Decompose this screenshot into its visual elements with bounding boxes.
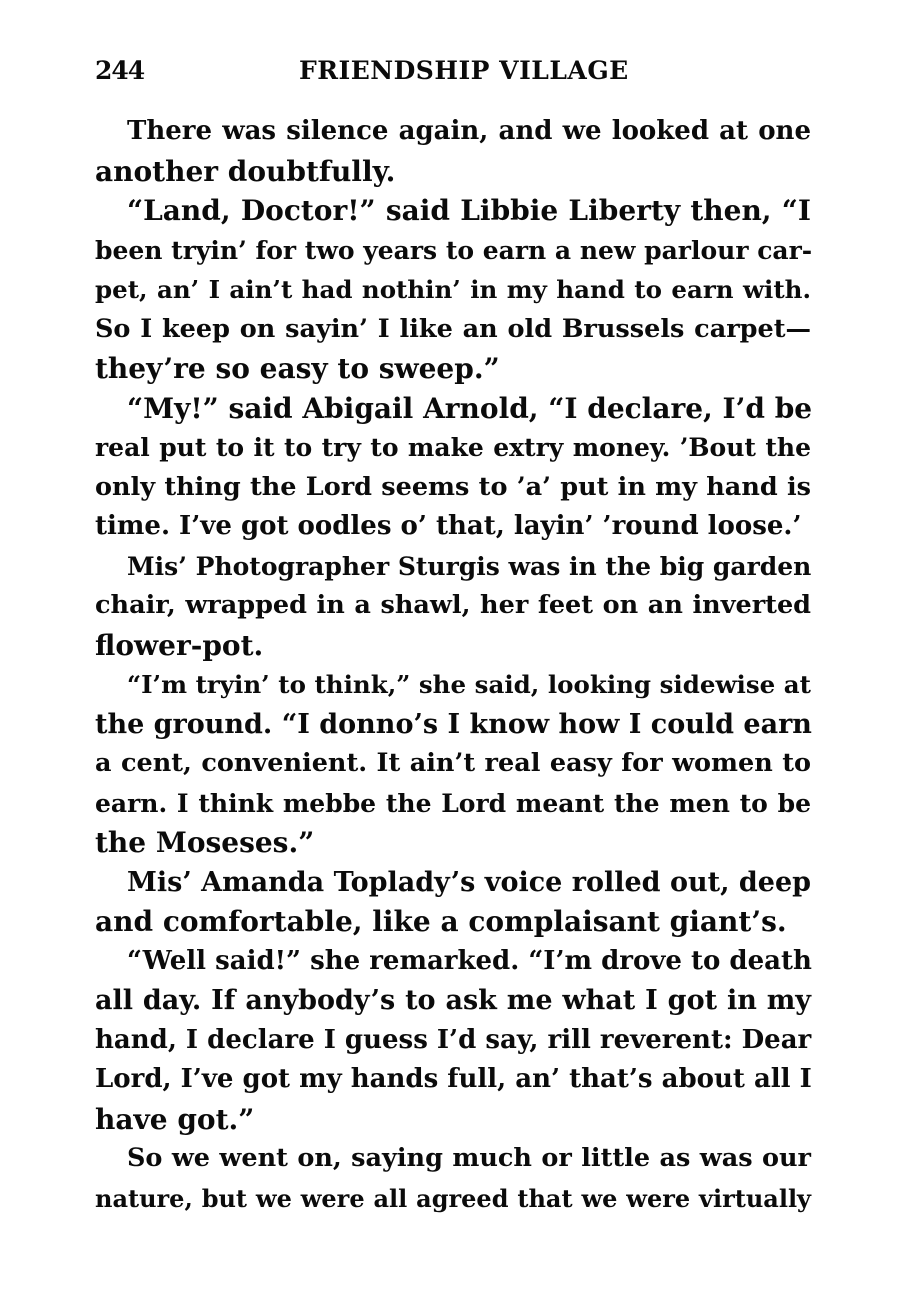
text-line: the ground. “I donno’s I know how I could earn	[95, 708, 812, 740]
text-line: and comfortable, like a complaisant giant’s.	[95, 905, 787, 938]
text-line: “My!” said Abigail Arnold, “I declare, I’d be	[127, 391, 813, 425]
text-line: time. I’ve got oodles o’ that, layin’ ’round loose.’	[95, 511, 802, 541]
text-line: Lord, I’ve got my hands full, an’ that’s about all I	[95, 1064, 812, 1094]
page-number: 244	[95, 56, 145, 85]
text-line: pet, an’ I ain’t had nothin’ in my hand to earn with.	[95, 275, 811, 304]
text-line: nature, but we were all agreed that we were virtually	[95, 1183, 811, 1213]
text-line: There was silence again, and we looked at one	[127, 116, 811, 146]
text-line: So I keep on sayin’ I like an old Brussels carpet—	[95, 313, 811, 344]
text-line: they’re so easy to sweep.”	[95, 352, 500, 385]
text-line: Mis’ Photographer Sturgis was in the big garden	[127, 551, 812, 581]
text-line: Mis’ Amanda Toplady’s voice rolled out, deep	[127, 866, 811, 898]
text-line: all day. If anybody’s to ask me what I got in my	[95, 985, 811, 1016]
text-line: flower-pot.	[95, 628, 264, 662]
text-line: been tryin’ for two years to earn a new parlour car-	[95, 235, 813, 265]
text-line: another doubtfully.	[95, 154, 396, 188]
body-text	[95, 112, 811, 1218]
page-header	[95, 52, 811, 92]
text-line: “Land, Doctor!” said Libbie Liberty then, “I	[127, 194, 811, 227]
text-line: chair, wrapped in a shawl, her feet on an inverted	[95, 590, 811, 620]
text-line: only thing the Lord seems to ’a’ put in my hand is	[95, 471, 811, 502]
text-line: “I’m tryin’ to think,” she said, looking sidewise at	[127, 670, 811, 699]
text-line: hand, I declare I guess I’d say, rill reverent: Dear	[95, 1024, 812, 1055]
text-line: So we went on, saying much or little as was our	[127, 1143, 811, 1173]
text-line: the Moseses.”	[95, 826, 315, 859]
text-line: real put to it to try to make extry money. ’Bout the	[95, 433, 811, 462]
text-line: earn. I think mebbe the Lord meant the men to be	[95, 788, 811, 818]
text-line: have got.”	[95, 1102, 255, 1136]
running-title: FRIENDSHIP VILLAGE	[299, 56, 629, 85]
text-line: a cent, convenient. It ain’t real easy for women to	[95, 748, 811, 778]
text-line: “Well said!” she remarked. “I’m drove to death	[127, 945, 812, 976]
